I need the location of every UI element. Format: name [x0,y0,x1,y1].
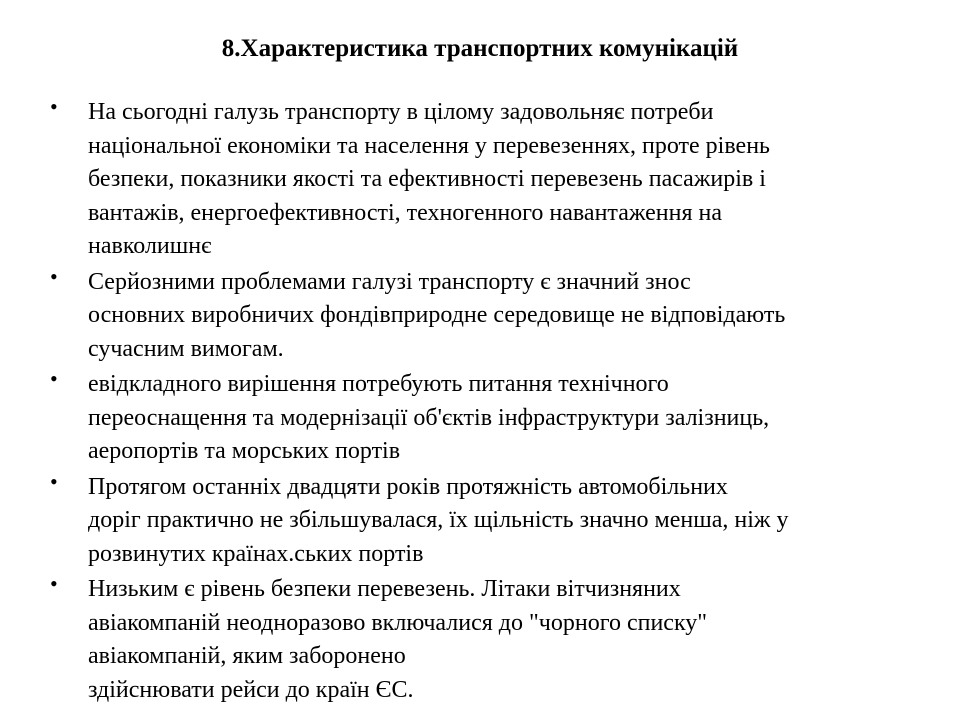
bullet-dot-icon: • [50,263,58,289]
bullet-dot-icon: • [50,571,58,596]
bullet-item [50,368,910,469]
bullet-item [50,468,910,572]
bullet-dot-icon: • [50,94,58,119]
bullet-text: На сьогодні галузь транспорту в цілому задовольняє потреби національної економіки та населення у перевезеннях, проте рівень безпеки, показники якості та ефективності перевезень пасажирів і вантажів, енергоефективності, техногенного навантаження на навколишнє [88,99,770,259]
bullet-item [50,573,910,707]
bullet-dot-icon: • [50,468,58,494]
bullet-text: евідкладного вирішення потребують питання технічного переоснащення та модернізації об'єктів інфраструктури залізниць, аеропортів та морських портів [88,371,770,464]
bullet-item [50,263,910,367]
bullet-list [50,96,910,709]
bullet-text: Протягом останніх двадцяти років протяжність автомобільних доріг практично не збільшувалася, їх щільність значно менша, ніж у розвинутих країнах.ських портів [88,473,789,567]
bullet-item [50,96,910,264]
slide-title: 8.Характеристика транспортних комунікацій [221,35,739,62]
bullet-text: Низьким є рівень безпеки перевезень. Літаки вітчизняних авіакомпаній неодноразово включалися до "чорного списку" авіакомпаній, яким заборонено здійснювати рейси до країн ЄС. [88,576,708,703]
bullet-dot-icon: • [50,366,58,391]
bullet-text: Серйозними проблемами галузі транспорту є значний знос основних виробничих фондівприродне середовище не відповідають сучасним вимогам. [88,268,786,362]
